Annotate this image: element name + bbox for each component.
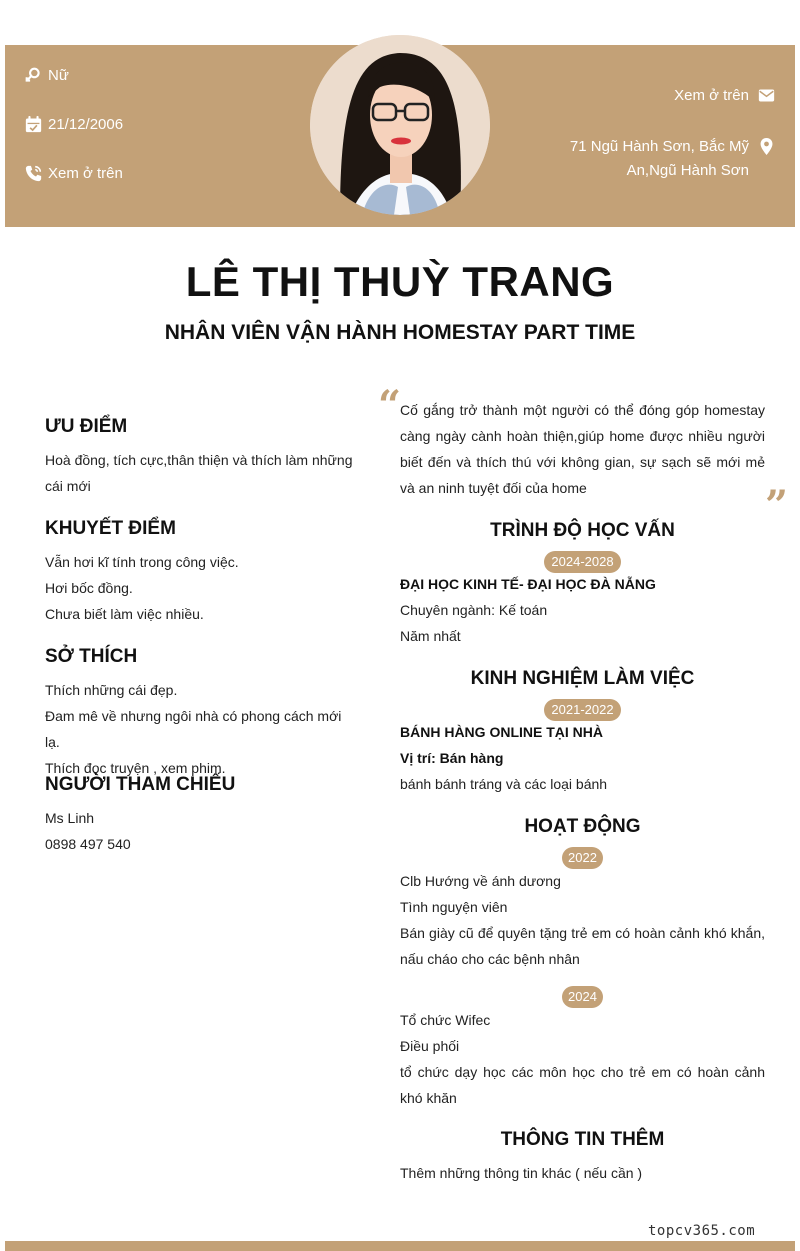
reference-name: Ms Linh xyxy=(45,810,95,826)
footer-band xyxy=(5,1241,795,1251)
weaknesses-title: KHUYẾT ĐIỂM xyxy=(45,518,176,539)
extra-info-text: Thêm những thông tin khác ( nếu cần ) xyxy=(400,1165,643,1181)
company-name: BÁNH HÀNG ONLINE TẠI NHÀ xyxy=(400,724,603,740)
hobbies-title: SỞ THÍCH xyxy=(45,646,138,667)
address-line-2: An,Ngũ Hành Sơn xyxy=(626,162,749,179)
hobby-line: Thích những cái đẹp. xyxy=(45,682,178,698)
job-title: NHÂN VIÊN VẬN HÀNH HOMESTAY PART TIME xyxy=(164,321,636,344)
email-icon xyxy=(758,87,775,104)
activity-year-badge: 2022 xyxy=(562,847,603,869)
activity-item xyxy=(400,1007,765,1111)
open-quote-icon: “ xyxy=(378,382,402,429)
education-line: Chuyên ngành: Kế toán xyxy=(400,602,548,618)
references-text xyxy=(45,805,360,857)
education-detail xyxy=(400,571,765,649)
extra-info-title: THÔNG TIN THÊM xyxy=(500,1129,665,1150)
weaknesses-text xyxy=(45,549,360,627)
activity-item xyxy=(400,868,765,972)
education-period-badge: 2024-2028 xyxy=(544,551,621,573)
phone-text: Xem ở trên xyxy=(48,165,123,182)
activity-role: Điều phối xyxy=(400,1038,460,1054)
experience-detail xyxy=(400,719,765,797)
close-quote-icon: ” xyxy=(765,482,789,529)
activity-year-badge: 2024 xyxy=(562,986,603,1008)
phone-icon xyxy=(25,165,42,182)
address-row xyxy=(570,135,775,183)
address-line-1: 71 Ngũ Hành Sơn, Bắc Mỹ xyxy=(569,138,749,155)
activities-title: HOẠT ĐỘNG xyxy=(524,816,641,837)
birthday-text: 21/12/2006 xyxy=(48,116,124,133)
hobby-line: Đam mê về nhưng ngôi nhà có phong cách mới lạ. xyxy=(45,708,342,750)
experience-title: KINH NGHIỆM LÀM VIỆC xyxy=(470,668,695,689)
references-title: NGƯỜI THAM CHIẾU xyxy=(45,774,236,795)
activity-desc: Bán giày cũ để quyên tặng trẻ em có hoàn cảnh khó khắn, nấu cháo cho các bệnh nhân xyxy=(400,925,765,967)
education-line: Năm nhất xyxy=(400,628,461,644)
activity-desc: tổ chức dạy học các môn học cho trẻ em có hoàn cảnh khó khăn xyxy=(400,1064,765,1106)
weakness-line: Hơi bốc đồng. xyxy=(45,580,133,596)
portrait-illustration xyxy=(310,35,490,215)
profile-photo xyxy=(310,35,490,215)
experience-period-badge: 2021-2022 xyxy=(544,699,621,721)
strengths-text xyxy=(45,447,360,499)
activity-org: Tổ chức Wifec xyxy=(400,1012,491,1028)
reference-phone: 0898 497 540 xyxy=(45,836,131,852)
gender-text: Nữ xyxy=(48,67,69,84)
birthday-row xyxy=(25,116,123,133)
experience-line: bánh bánh tráng và các loại bánh xyxy=(400,776,608,792)
objective-text: Cố gắng trở thành một người có thể đóng góp homestay càng ngày cành hoàn thiện,giúp home được nhiều người biết đến và thích thú với không gian, sự sạch sẽ mới mẻ và an ninh tuyệt đối của home xyxy=(400,402,765,496)
job-role: Vị trí: Bán hàng xyxy=(400,750,504,766)
strengths-title: ƯU ĐIỂM xyxy=(45,416,128,437)
school-name: ĐẠI HỌC KINH TẾ- ĐẠI HỌC ĐÀ NẴNG xyxy=(400,576,656,592)
strengths-line: Hoà đồng, tích cực,thân thiện và thích làm những xyxy=(45,452,353,468)
email-text: Xem ở trên xyxy=(674,87,749,104)
activity-role: Tình nguyện viên xyxy=(400,899,508,915)
location-icon xyxy=(758,138,775,155)
email-row xyxy=(674,87,775,104)
candidate-name: LÊ THỊ THUỲ TRANG xyxy=(185,258,615,305)
gender-row xyxy=(25,67,69,84)
watermark: topcv365.com xyxy=(648,1223,756,1239)
activity-org: Clb Hướng về ánh dương xyxy=(400,873,561,889)
education-title: TRÌNH ĐỘ HỌC VẤN xyxy=(490,520,675,541)
gender-icon xyxy=(25,67,42,84)
calendar-icon xyxy=(25,116,42,133)
hobbies-text xyxy=(45,677,360,781)
phone-row xyxy=(25,165,123,182)
hobby-line: Thích đọc truyện , xem phim. xyxy=(45,760,226,776)
strengths-line: cái mới xyxy=(45,478,91,494)
weakness-line: Vẫn hơi kĩ tính trong công việc. xyxy=(45,554,239,570)
weakness-line: Chưa biết làm việc nhiều. xyxy=(45,606,204,622)
